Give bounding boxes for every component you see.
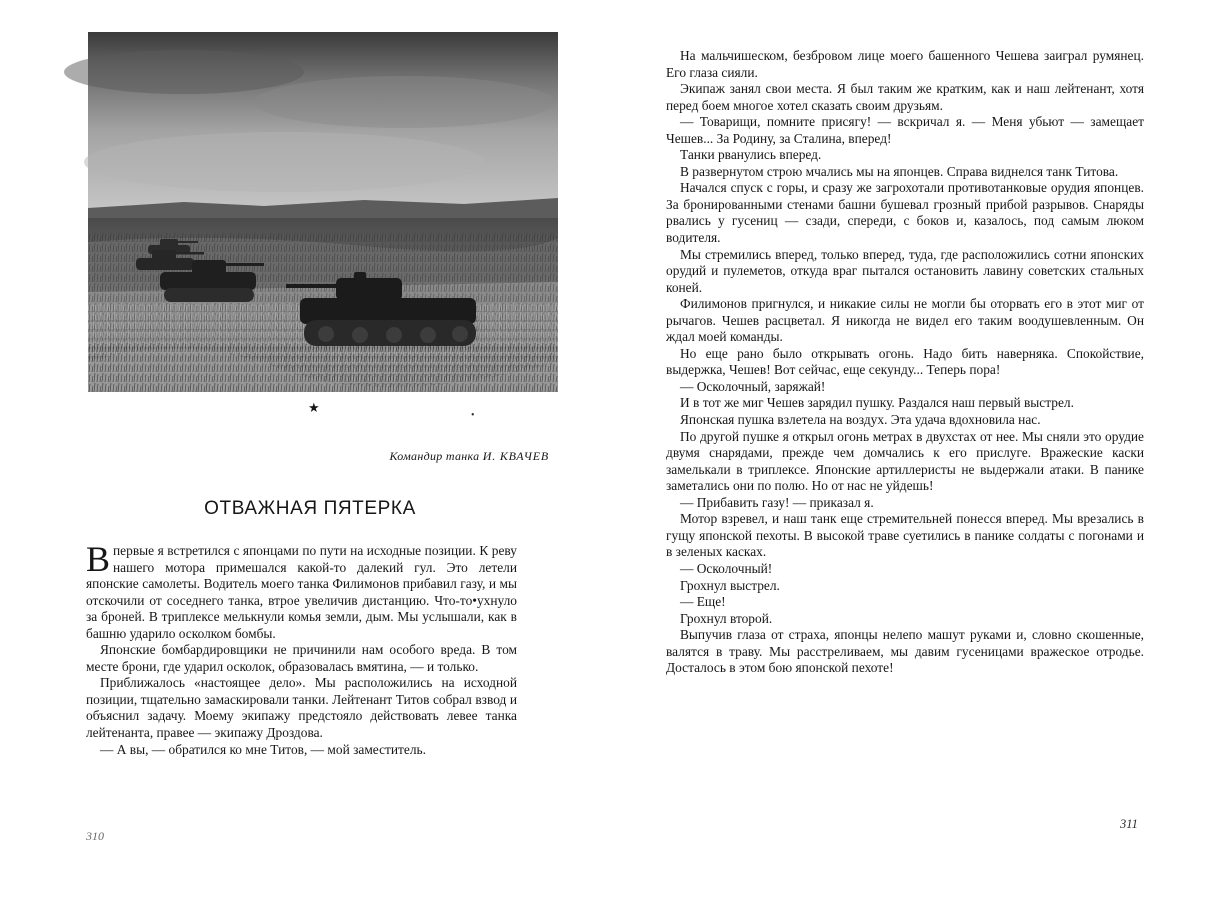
paragraph: Мы стремились вперед, только вперед, туда, где расположились сотни японских орудий и пулеметов, откуда враг пытался остановить лавину советских стальных коней. — [666, 246, 1144, 295]
paragraph: Филимонов пригнулся, и никакие силы не могли бы оторвать его в этот миг от рычагов. Чешев расцветал. Я никогда не видел его таким воодушевленным. Он ждал моей команды. — [666, 296, 1144, 345]
star-ornament: ★ — [308, 400, 320, 415]
caption-role: Командир танка — [389, 449, 480, 463]
paragraph: Грохнул второй. — [680, 610, 773, 626]
paragraph: Мотор взревел, и наш танк еще стремительней понесся вперед. Мы врезались в гущу японской пехоты. В высокой траве суетились в панике солдаты с погонами и в зеленых касках. — [666, 511, 1144, 560]
paragraph: Японская пушка взлетела на воздух. Эта удача вдохновила нас. — [680, 412, 1041, 428]
paragraph: На мальчишеском, безбровом лице моего башенного Чешева заиграл румянец. Его глаза сияли. — [666, 48, 1144, 80]
paragraph: Грохнул выстрел. — [680, 577, 780, 593]
paragraph: Танки рванулись вперед. — [680, 147, 822, 163]
paragraph: Экипаж занял свои места. Я был таким же кратким, как и наш лейтенант, хотя перед боем многое хотел сказать своим друзьям. — [666, 81, 1144, 113]
paragraph: — А вы, — обратился ко мне Титов, — мой заместитель. — [100, 741, 426, 757]
paragraph: По другой пушке я открыл огонь метрах в двухстах от нее. Мы сняли это орудие двумя снарядами, прежде чем домчались к его прислуге. Вражеские каски замелькали в триплексе. Японские артиллеристы не выдержали атаки. В панике заметались они по полю. Но от нас не уйдешь! — [666, 428, 1144, 494]
paragraph: — Товарищи, помните присягу! — вскричал я. — Меня убьют — замещает Чешев... За Родину, за Сталина, вперед! — [666, 114, 1144, 146]
article-title: ОТВАЖНАЯ ПЯТЕРКА — [204, 498, 416, 519]
caption-name: И. КВАЧЕВ — [482, 449, 549, 463]
paragraph: Но еще рано было открывать огонь. Надо бить наверняка. Спокойствие, выдержка, Чешев! Вот сейчас, еще секунду... Теперь пора! — [666, 345, 1144, 378]
page-number: 311 — [1120, 817, 1138, 831]
photo-caption — [300, 449, 549, 464]
right-page — [604, 0, 1209, 903]
paragraph — [86, 539, 517, 642]
right-page-text — [666, 48, 1144, 677]
paragraph: Начался спуск с горы, и сразу же загрохотали противотанковые орудия японцев. За бронированными стенами башни бушевал грозный прибой разрывов. Снаряды рвались у гусениц — сзади, спереди, с боков и, казалось, под самым люком водителя. — [666, 180, 1144, 246]
page-number: 310 — [86, 829, 104, 843]
paragraph: В развернутом строю мчались мы на японцев. Справа виднелся танк Титова. — [680, 163, 1119, 179]
paragraph: Японские бомбардировщики не причинили нам особого вреда. В том месте брони, где ударил осколок, образовалась вмятина, — и только. — [86, 642, 517, 674]
paragraph: — Прибавить газу! — приказал я. — [680, 494, 874, 510]
paragraph-text: первые я встретился с японцами по пути на исходные позиции. К реву нашего мотора примешался какой-то далекий гул. Это летели японские самолеты. Водитель моего танка Филимонов прибавил газу, и мы отскочили от соседнего танка, втрое увеличив дистанцию. Что-то•ухнуло за броней. В триплексе мелькнули комья земли, дым. Мы услышали, как в башню ударило осколком бомбы. — [86, 543, 517, 641]
tank-photo-image — [64, 32, 558, 392]
paragraph: — Осколочный, заряжай! — [680, 378, 826, 394]
paragraph: — Еще! — [680, 594, 726, 610]
left-page-text — [86, 539, 517, 758]
drop-cap: В — [86, 539, 111, 579]
paragraph: И в тот же миг Чешев зарядил пушку. Раздался наш первый выстрел. — [680, 395, 1074, 411]
dot-ornament: • — [471, 410, 475, 421]
paragraph: — Осколочный! — [680, 560, 773, 576]
paragraph: Выпучив глаза от страха, японцы нелепо машут руками и, словно скошенные, валятся в траву. Мы расстреливаем, мы давим гусеницами вражеское отродье. Досталось в этом бою японской пехоте! — [666, 627, 1144, 676]
paragraph: Приближалось «настоящее дело». Мы расположились на исходной позиции, тщательно замаскировали танки. Лейтенант Титов собрал взвод и объяснил задачу. Моему экипажу предстояло действовать левее танка лейтенанта, правее — экипажу Дроздова. — [86, 675, 517, 741]
tank-photo — [64, 32, 558, 392]
left-page — [0, 0, 604, 903]
